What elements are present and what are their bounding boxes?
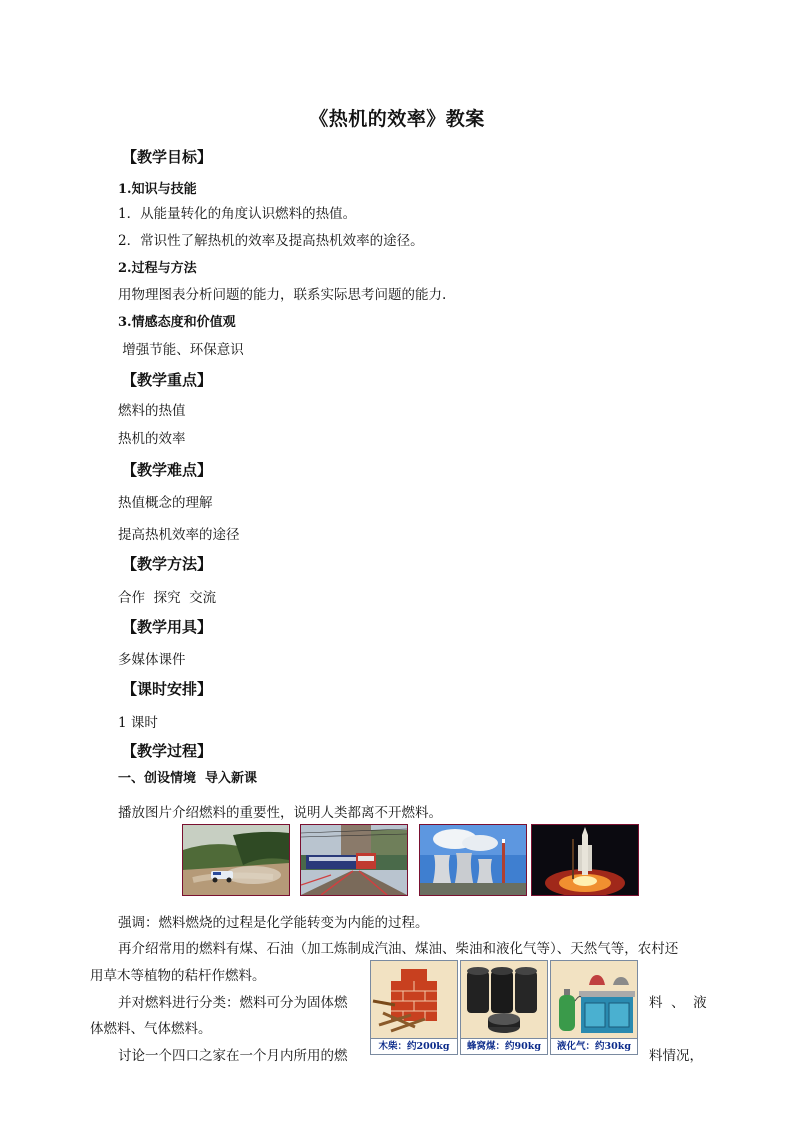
lpg-label: 液化气：约30kg (551, 1038, 637, 1054)
knowledge-title: 1.知识与技能 (118, 182, 197, 197)
tools-heading: 【教学用具】 (122, 618, 213, 636)
lpg-panel (550, 960, 638, 1055)
train-image (300, 824, 408, 896)
difficulties-heading: 【教学难点】 (122, 461, 213, 479)
key-points-heading: 【教学重点】 (122, 371, 213, 389)
common-fuels-line: 用草木等植物的秸杆作燃料。 (90, 968, 266, 984)
methods-heading: 【教学方法】 (122, 555, 213, 573)
honeycomb-coal-panel (460, 960, 548, 1055)
schedule-heading: 【课时安排】 (122, 680, 213, 698)
fuel-usage-figure (370, 960, 638, 1055)
part1-title: 一、创设情境 导入新课 (118, 771, 258, 786)
classify-text: 体燃料、气体燃料。 (90, 1021, 212, 1037)
common-fuels-line: 再介绍常用的燃料有煤、石油（加工炼制成汽油、煤油、柴油和液化气等）、天然气等，农村还 (118, 941, 679, 957)
firewood-label: 木柴：约200kg (371, 1038, 457, 1054)
page-title: 《热机的效率》教案 (309, 108, 485, 130)
rally-car-image (182, 824, 290, 896)
classify-text: 并对燃料进行分类：燃料可分为固体燃 (118, 995, 348, 1011)
process-text: 用物理图表分析问题的能力，联系实际思考问题的能力. (118, 287, 447, 303)
difficulty-item: 热值概念的理解 (118, 495, 213, 511)
classify-text-tail: 料 、 液 (649, 995, 707, 1011)
firewood-panel (370, 960, 458, 1055)
process-heading: 【教学过程】 (122, 742, 213, 760)
methods-text: 合作 探究 交流 (118, 590, 217, 606)
rocket-launch-image (531, 824, 639, 896)
emotion-text: 增强节能、环保意识 (118, 342, 244, 358)
intro-text: 播放图片介绍燃料的重要性，说明人类都离不开燃料。 (118, 805, 442, 821)
goals-heading: 【教学目标】 (122, 148, 213, 166)
discuss-text-tail: 料情况， (649, 1048, 703, 1064)
knowledge-item: 2．常识性了解热机的效率及提高热机效率的途径。 (118, 233, 424, 249)
emotion-title: 3.情感态度和价值观 (118, 315, 236, 330)
discuss-text: 讨论一个四口之家在一个月内所用的燃 (118, 1048, 348, 1064)
power-plant-image (419, 824, 527, 896)
honeycomb-coal-label: 蜂窝煤：约90kg (461, 1038, 547, 1054)
difficulty-item: 提高热机效率的途径 (118, 527, 240, 543)
knowledge-item: 1．从能量转化的角度认识燃料的热值。 (118, 206, 357, 222)
key-point-item: 热机的效率 (118, 431, 186, 447)
schedule-text: 1 课时 (118, 715, 158, 731)
process-title: 2.过程与方法 (118, 261, 197, 276)
tools-text: 多媒体课件 (118, 652, 186, 668)
key-point-item: 燃料的热值 (118, 403, 186, 419)
emphasis-text: 强调：燃料燃烧的过程是化学能转变为内能的过程。 (118, 915, 429, 931)
